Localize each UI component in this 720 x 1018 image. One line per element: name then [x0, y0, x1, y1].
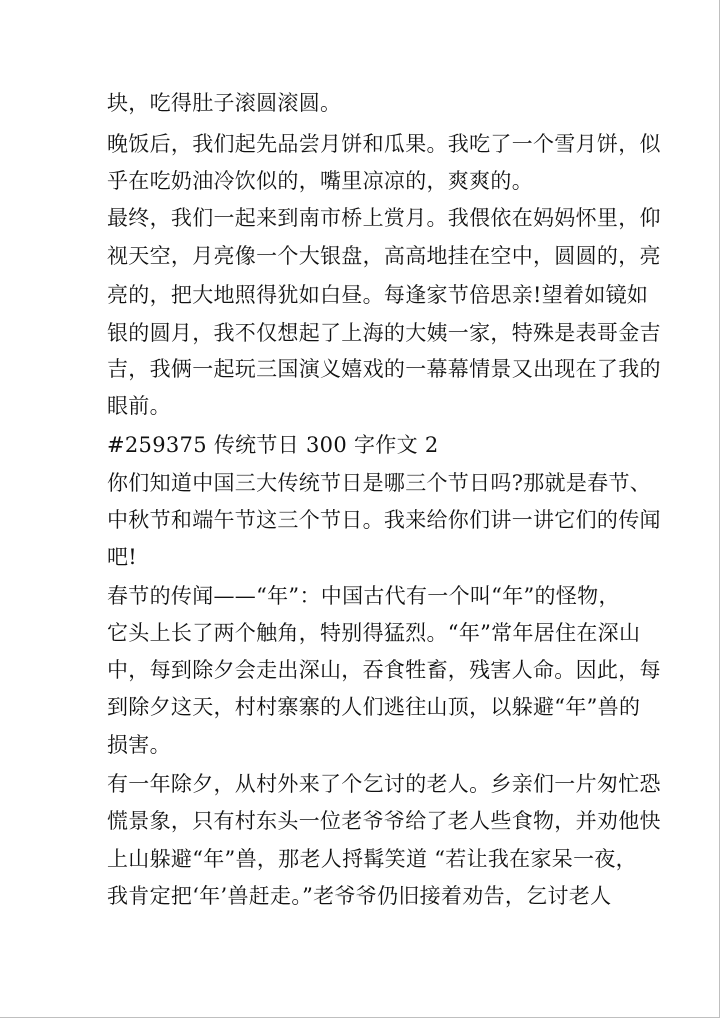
text-line: 你们知道中国三大传统节日是哪三个节日吗?那就是春节、 [107, 471, 652, 495]
text-line: 乎在吃奶油冷饮似的，嘴里凉凉的，爽爽的。 [107, 169, 533, 193]
text-line: 损害。 [107, 733, 171, 757]
text-line: 块，吃得肚子滚圆滚圆。 [107, 91, 342, 115]
text-line: 银的圆月，我不仅想起了上海的大姨一家，特殊是表哥金吉 [107, 321, 661, 345]
text-line: 我肯定把‘年’兽赶走。”老爷爷仍旧接着劝告，乞讨老人 [107, 884, 612, 908]
text-line: 最终，我们一起来到南市桥上赏月。我偎依在妈妈怀里，仰 [107, 206, 661, 230]
section-heading: #259375 传统节日 300 字作文 2 [107, 433, 439, 457]
text-line: 视天空，月亮像一个大银盘，高高地挂在空中，圆圆的，亮 [107, 244, 661, 268]
text-line: 慌景象，只有村东头一位老爷爷给了老人些食物，并劝他快 [107, 809, 661, 833]
text-line: 上山躲避“年”兽，那老人捋髯笑道 “若让我在家呆一夜， [107, 847, 637, 871]
text-line: 它头上长了两个触角，特别得猛烈。“年”常年居住在深山 [107, 621, 641, 645]
text-line: 吧! [107, 545, 138, 569]
text-line: 晚饭后，我们起先品尝月饼和瓜果。我吃了一个雪月饼，似 [107, 132, 661, 156]
text-line: 到除夕这天，村村寨寨的人们逃往山顶，以躲避“年”兽的 [107, 695, 641, 719]
text-line: 中秋节和端午节这三个节日。我来给你们讲一讲它们的传闻 [107, 508, 661, 532]
text-line: 中，每到除夕会走出深山，吞食牲畜，残害人命。因此，每 [107, 658, 661, 682]
text-line: 春节的传闻——“年”：中国古代有一个叫“年”的怪物， [107, 584, 620, 608]
text-line: 吉，我俩一起玩三国演义嬉戏的一幕幕情景又出现在了我的 [107, 357, 661, 381]
text-line: 亮的，把大地照得犹如白昼。每逢家节倍思亲!望着如镜如 [107, 283, 649, 307]
text-line: 有一年除夕，从村外来了个乞讨的老人。乡亲们一片匆忙恐 [107, 772, 661, 796]
text-line: 眼前。 [107, 394, 171, 418]
